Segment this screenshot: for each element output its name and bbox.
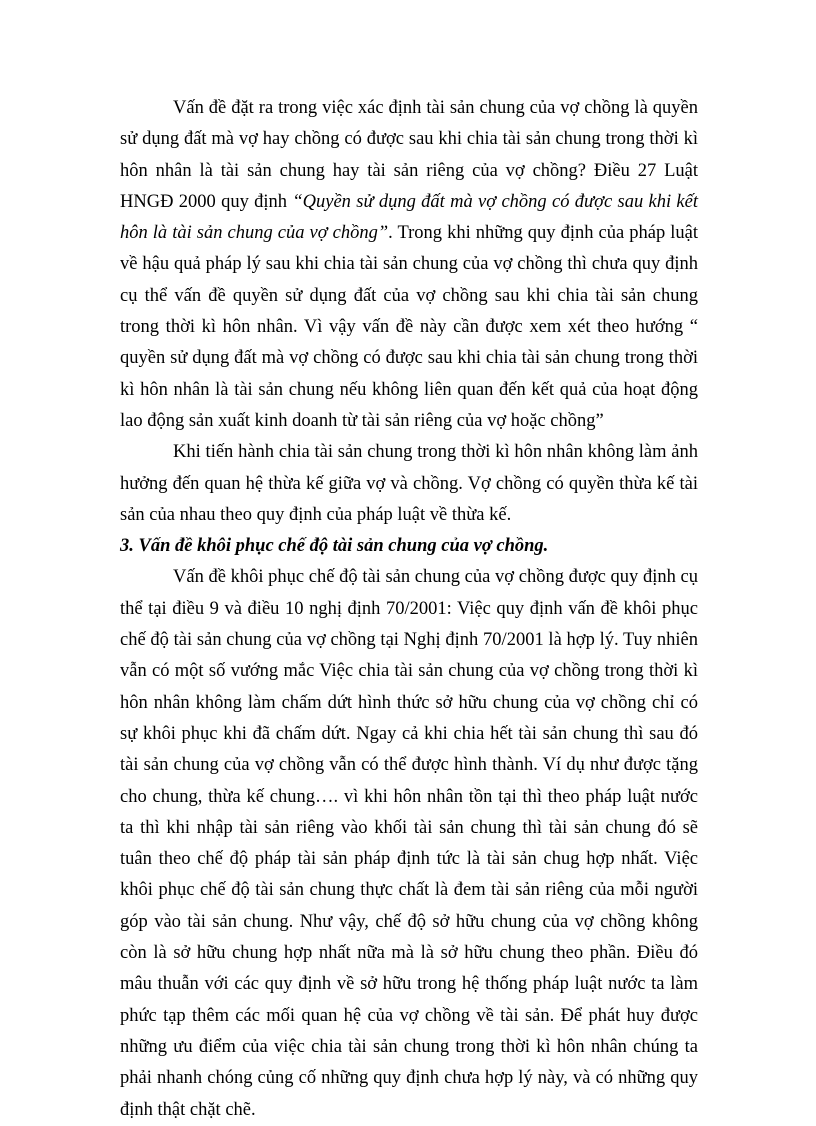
paragraph-2: Khi tiến hành chia tài sản chung trong thời kì hôn nhân không làm ảnh hưởng đến quan hệ thừa kế giữa vợ và chồng. Vợ chồng có quyền thừa kế tài sản của nhau theo quy định của pháp luật về thừa kế. [120,442,698,525]
paragraph-3: Vấn đề khôi phục chế độ tài sản chung của vợ chồng được quy định cụ thể tại điều 9 và điều 10 nghị định 70/2001: Việc quy định vấn đề khôi phục chế độ tài sản chung của vợ chồng tại Nghị định 70/2001 là hợp lý. Tuy nhiên vẫn có một số vướng mắc Việc chia tài sản chung của vợ chồng trong thời kì hôn nhân không làm chấm dứt hình thức sở hữu chung của vợ chồng chỉ có sự khôi phục khi đã chấm dứt. Ngay cả khi chia hết tài sản chung thì sau đó tài sản chung của vợ chồng vẫn có thể được hình thành. Ví dụ như được tặng cho chung, thừa kế chung…. vì khi hôn nhân tồn tại thì theo pháp luật nước ta thì khi nhập tài sản riêng vào khối tài sản chung thì tài sản chung đó sẽ tuân theo chế độ pháp tài sản pháp định tức là tài sản chug hợp nhất. Việc khôi phục chế độ tài sản chung thực chất là đem tài sản riêng của mỗi người góp vào tài sản chung. Như vậy, chế độ sở hữu chung của vợ chồng không còn là sở hữu chung hợp nhất nữa mà là sở hữu chung theo phần. Điều đó mâu thuẫn với các quy định về sở hữu trong hệ thống pháp luật nước ta làm phức tạp thêm các mối quan hệ của vợ chồng về tài sản. Để phát huy được những ưu điểm của việc chia tài sản chung trong thời kì hôn nhân chúng ta phải nhanh chóng củng cố những quy định chưa hợp lý này, và có những quy định thật chặt chẽ. [120,567,698,1120]
section-heading: 3. Vấn đề khôi phục chế độ tài sản chung của vợ chồng. [120,536,549,557]
document-body [120,93,698,1126]
paragraph-1-text-a: Vấn đề đặt ra trong việc xác định tài sản chung của vợ chồng là quyền sử dụng đất mà vợ hay chồng có được sau khi chia tài sản chung trong thời kì hôn nhân là tài sản chung hay tài sản riêng của vợ chồng? Điều 27 Luật HNGĐ 2000 quy định [120,98,698,212]
paragraph-1 [120,93,698,437]
paragraph-1-text-b: . Trong khi những quy định của pháp luật về hậu quả pháp lý sau khi chia tài sản chung của vợ chồng thì chưa quy định cụ thể vấn đề quyền sử dụng đất của vợ chồng sau khi chia tài sản chung trong thời kì hôn nhân. Vì vậy vấn đề này cần được xem xét theo hướng “ quyền sử dụng đất mà vợ chồng có được sau khi chia tài sản chung trong thời kì hôn nhân là tài sản chung nếu không liên quan đến kết quả của hoạt động lao động sản xuất kinh doanh từ tài sản riêng của vợ hoặc chồng” [120,223,698,431]
paragraph-1-quote: “Quyền sử dụng đất mà vợ chồng có được sau khi kết hôn là tài sản chung của vợ chồng” [120,191,698,244]
